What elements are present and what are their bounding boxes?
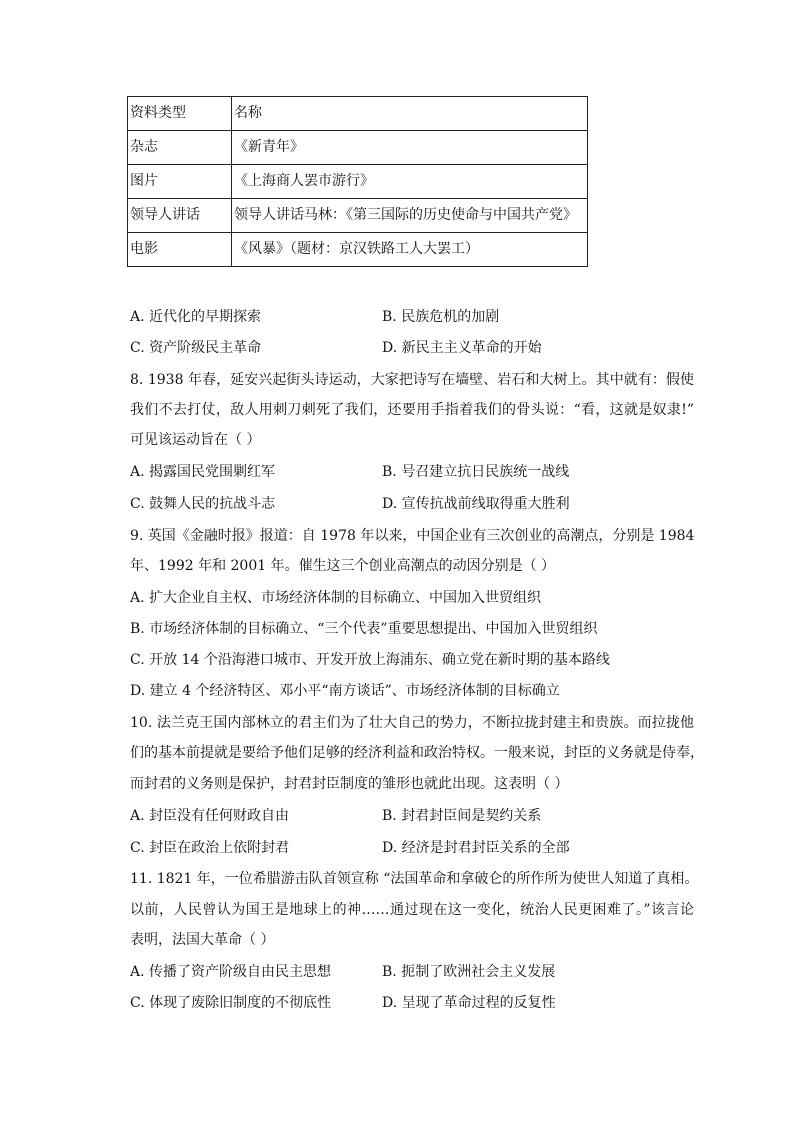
table-row	[128, 199, 588, 233]
q11-option-a: A. 传播了资产阶级自由民主思想	[130, 964, 332, 980]
q8-option-d: D. 宣传抗战前线取得重大胜利	[382, 496, 570, 512]
table-cell: 电影	[128, 233, 232, 267]
q11-stem-line: 表明，法国大革命（ ）	[130, 932, 275, 948]
q10-stem-line: 10. 法兰克王国内部林立的君主们为了壮大自己的势力，不断拉拢封建主和贵族。而拉拢他	[130, 715, 694, 731]
table-cell: 《上海商人罢市游行》	[232, 165, 588, 199]
q8-stem-line: 可见该运动旨在（ ）	[130, 432, 261, 448]
q7-option-c: C. 资产阶级民主革命	[130, 340, 262, 356]
q11-option-d: D. 呈现了革命过程的反复性	[382, 995, 556, 1011]
q10-stem-line: 们的基本前提就是要给予他们足够的经济利益和政治特权。一般来说，封臣的义务就是侍奉，	[130, 745, 704, 761]
q9-stem-line: 年、1992 年和 2001 年。催生这三个创业高潮点的动因分别是（ ）	[130, 558, 556, 574]
table-row	[128, 165, 588, 199]
q8-stem-line: 8. 1938 年春，延安兴起街头诗运动，大家把诗写在墙壁、岩石和大树上。其中就有：假使	[130, 372, 694, 388]
table-header-cell: 名称	[232, 97, 588, 131]
q10-option-a: A. 封臣没有任何财政自由	[130, 808, 290, 824]
table-row	[128, 131, 588, 165]
q9-option-a: A. 扩大企业自主权、市场经济体制的目标确立、中国加入世贸组织	[130, 590, 542, 606]
q9-option-b: B. 市场经济体制的目标确立、“三个代表”重要思想提出、中国加入世贸组织	[130, 621, 598, 637]
table-cell: 杂志	[128, 131, 232, 165]
table-row	[128, 97, 588, 131]
q8-option-c: C. 鼓舞人民的抗战斗志	[130, 496, 276, 512]
table-cell: 《风暴》（题材：京汉铁路工人大罢工）	[232, 233, 588, 267]
q7-option-b: B. 民族危机的加剧	[382, 309, 500, 325]
q9-option-d: D. 建立 4 个经济特区、邓小平“南方谈话”、市场经济体制的目标确立	[130, 683, 560, 699]
q7-option-a: A. 近代化的早期探索	[130, 309, 262, 325]
table-header-cell: 资料类型	[128, 97, 232, 131]
q10-option-b: B. 封君封臣间是契约关系	[382, 808, 542, 824]
q9-option-c: C. 开放 14 个沿海港口城市、开发开放上海浦东、确立党在新时期的基本路线	[130, 652, 610, 668]
q10-option-c: C. 封臣在政治上依附封君	[130, 840, 290, 856]
q7-option-d: D. 新民主主义革命的开始	[382, 340, 542, 356]
source-materials-table	[127, 96, 588, 267]
q11-stem-line: 以前，人民曾认为国王是地球上的神……通过现在这一变化，统治人民更困难了。”该言论	[130, 902, 694, 918]
q10-option-d: D. 经济是封君封臣关系的全部	[382, 840, 570, 856]
q9-stem-line: 9. 英国《金融时报》报道：自 1978 年以来，中国企业有三次创业的高潮点，分别是 1984	[130, 528, 695, 544]
table-row	[128, 233, 588, 267]
q8-option-b: B. 号召建立抗日民族统一战线	[382, 464, 570, 480]
q11-option-c: C. 体现了废除旧制度的不彻底性	[130, 995, 332, 1011]
table-cell: 图片	[128, 165, 232, 199]
q11-stem-line: 11. 1821 年，一位希腊游击队首领宣称 “法国革命和拿破仑的所作所为使世人知道了真相。	[130, 871, 699, 887]
q10-stem-line: 而封君的义务则是保护，封君封臣制度的雏形也就此出现。这表明（ ）	[130, 776, 569, 792]
q8-stem-line: 我们不去打仗，敌人用刺刀刺死了我们，还要用手指着我们的骨头说：“看，这就是奴隶!”	[130, 402, 694, 418]
table-cell: 领导人讲话马林：《第三国际的历史使命与中国共产党》	[232, 199, 588, 233]
table-cell: 领导人讲话	[128, 199, 232, 233]
table-cell: 《新青年》	[232, 131, 588, 165]
q8-option-a: A. 揭露国民党围剿红军	[130, 464, 276, 480]
q11-option-b: B. 扼制了欧洲社会主义发展	[382, 964, 556, 980]
